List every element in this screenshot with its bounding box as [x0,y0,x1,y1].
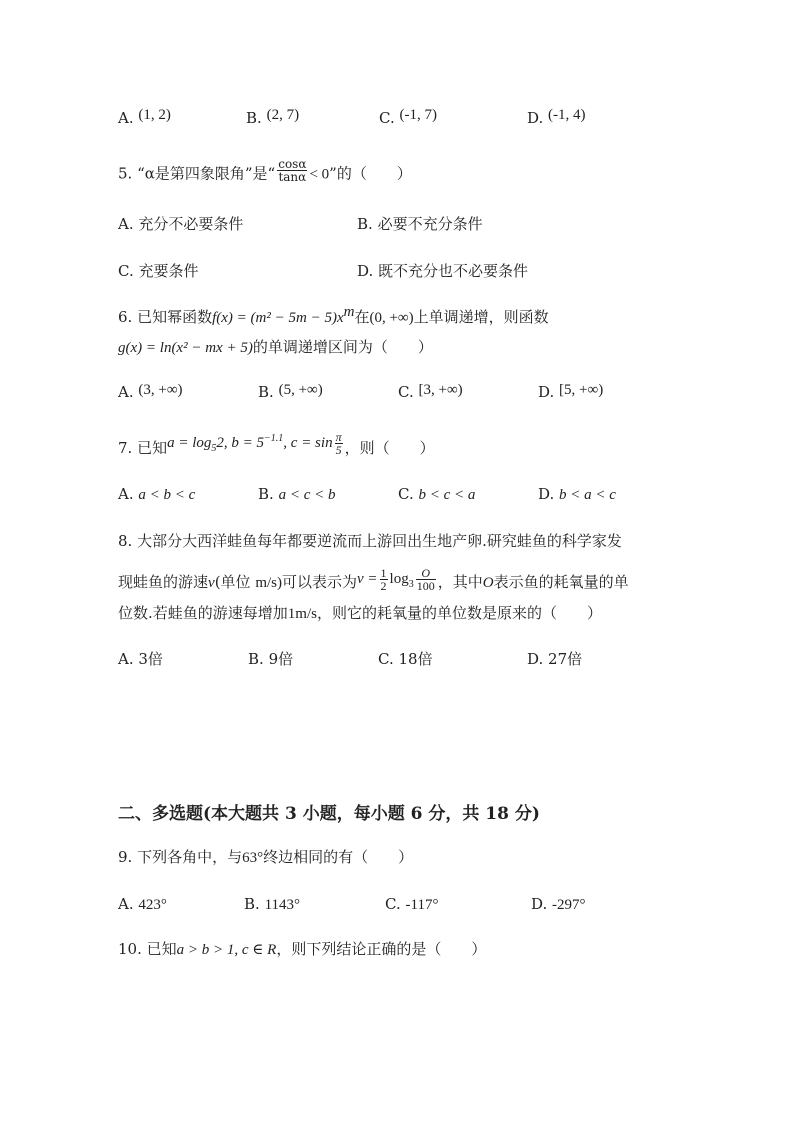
q8-line3-a: 位数.若蛙鱼的游速每增加 [118,604,288,622]
option-math: (2, 7) [266,107,300,123]
question-number: 8. [118,532,133,550]
q7-math-b: 2, b = 5 [216,434,265,451]
q7-option-b [258,484,335,505]
question-number: 5. [118,164,133,183]
q8-line3-b: ，则它的耗氧量的单位数是原来的（ ） [316,604,602,622]
q5-text-after: ”的（ ） [329,164,412,183]
q5-option-c [118,261,199,281]
q10-stem [118,939,486,960]
option-label: C. [398,485,414,503]
q6-interval: (0, +∞) [369,310,414,326]
q7-stem [118,430,435,462]
q8-math-o: O [482,574,494,591]
option-label: C. [398,383,414,401]
option-label: A. [118,650,134,668]
option-math: [3, +∞) [418,382,463,398]
q8-text2: (单位 [214,572,251,591]
option-label: B. [357,215,373,233]
option-math: (-1, 4) [548,107,586,123]
option-label: B. [244,895,260,913]
q8-option-a [118,649,163,669]
q8-option-b [248,649,293,669]
option-label: C. [378,650,394,668]
option-text: 充要条件 [138,262,199,280]
q9-math: 63° [242,850,264,866]
q9-text2: 终边相同的有（ ） [263,848,414,866]
option-label: B. [258,485,274,503]
q7-option-d [538,484,616,505]
q6-option-c [398,382,463,403]
q7-fraction [335,431,343,456]
option-math: (3, +∞) [138,382,183,398]
q8-math-v: v [208,574,215,591]
section-heading: 二、多选题(本大题共 3 小题，每小题 6 分，共 18 分) [118,804,540,824]
option-label: D. [531,895,548,913]
q8-fraction-half [380,567,388,592]
q7-log-base: 5 [211,442,217,454]
q8-option-d [527,649,582,669]
option-label: A. [118,109,134,127]
q9-option-c [385,894,438,915]
q8-unit: m/s) [255,574,282,591]
question-number: 10. [118,940,142,958]
q5-stem [118,157,412,187]
q8-stem-line3 [118,603,602,624]
option-text: 充分不必要条件 [138,215,244,233]
q8-text1: 现蛙鱼的游速 [118,572,209,591]
question-number: 6. [118,308,133,326]
option-label: B. [258,383,274,401]
option-math: (5, +∞) [278,382,323,398]
option-math: -117° [405,897,439,913]
q9-stem [118,847,413,868]
option-math: [5, +∞) [559,382,604,398]
q8-line3-unit: 1m/s [287,606,317,622]
option-text: 9倍 [268,650,294,668]
q7-math-c: , c = sin [283,434,333,451]
option-math: -297° [552,897,586,913]
q5-relation: < 0 [309,166,330,183]
option-label: A. [118,485,134,503]
q9-option-d [531,894,586,915]
q5-text-before: “α是第四象限角”是“ [137,164,276,183]
option-label: D. [357,262,374,280]
q6-option-d [538,382,603,403]
option-text: 27倍 [548,650,583,668]
frac-denominator: 5 [335,443,342,457]
q6-option-b [258,382,323,403]
q4-option-b [246,108,299,129]
q8-text5: 表示鱼的耗氧量的单 [493,572,629,591]
q8-formula-lhs: v = [357,570,378,587]
q8-formula [357,566,438,593]
option-label: D. [538,485,555,503]
option-label: A. [118,215,134,233]
question-number: 7. [118,438,133,457]
option-label: B. [246,109,262,127]
q6-text2: 在 [354,308,370,326]
option-math: (1, 2) [138,107,171,123]
option-label: A. [118,383,134,401]
q5-fraction [277,158,307,183]
option-label: D. [527,109,544,127]
q4-option-a [118,108,171,129]
q6-exponent: m [343,304,355,320]
option-label: C. [385,895,401,913]
q8-text4: ，其中 [437,572,483,591]
option-label: A. [118,895,134,913]
option-text: 既不充分也不必要条件 [378,262,529,280]
q8-stem-line2 [118,566,629,596]
q6-text3: 上单调递增，则函数 [413,308,549,326]
q6-option-a [118,382,183,403]
option-math: a < b < c [138,487,196,503]
frac-numerator: π [335,430,342,444]
q7-text2: ，则（ ） [344,438,435,457]
option-math: b < c < a [418,487,476,503]
q6-text4: 的单调递增区间为（ ） [252,338,433,356]
q6-math-power-function: f(x) = (m² − 5m − 5)x [212,310,344,326]
option-math: a < c < b [278,487,336,503]
option-text: 3倍 [138,650,163,668]
option-label: C. [118,262,134,280]
q10-text2: ，则下列结论正确的是（ ） [276,940,487,958]
frac-numerator: 1 [380,566,387,580]
frac-numerator: O [416,567,436,580]
option-math: 1143° [264,897,301,913]
q6-stem-line2 [118,337,433,358]
q4-option-c [379,108,437,129]
q6-math-g: g(x) = ln(x² − mx + 5) [118,340,253,356]
q8-log: log [389,570,409,587]
q9-text1: 下列各角中，与 [137,848,243,866]
q7-text1: 已知 [137,438,168,457]
q5-option-d [357,261,528,281]
q8-stem-line1 [118,531,622,551]
q8-text3: 可以表示为 [282,572,358,591]
option-label: C. [379,109,395,127]
q7-option-c [398,484,475,505]
q6-stem-line1 [118,304,549,328]
q10-text1: 已知 [146,940,177,958]
frac-denominator: 2 [380,579,387,593]
q9-option-b [244,894,300,915]
option-math: b < a < c [559,487,616,503]
q7-option-a [118,484,195,505]
question-number: 9. [118,848,133,866]
option-label: B. [248,650,264,668]
option-label: D. [538,383,555,401]
q7-math [167,430,344,457]
option-math: (-1, 7) [399,107,437,123]
q7-math-a: a = log [167,434,212,451]
q8-option-c [378,649,433,669]
q5-option-b [357,214,483,234]
frac-numerator: cosα [278,157,307,171]
q10-math: a > b > 1, c ∈ R [176,942,277,958]
option-text: 18倍 [398,650,433,668]
frac-denominator: tanα [278,170,307,184]
option-label: D. [527,650,544,668]
option-text: 必要不充分条件 [377,215,483,233]
q4-option-d [527,108,586,129]
q9-option-a [118,894,167,915]
q8-text-line1: 大部分大西洋蛙鱼每年都要逆流而上游回出生地产卵.研究蛙鱼的科学家发 [137,532,622,550]
option-math: 423° [138,897,167,913]
q6-text1: 已知幂函数 [137,308,213,326]
frac-denominator: 100 [416,579,435,593]
q8-fraction-o [416,567,436,592]
q5-option-a [118,214,243,234]
q8-log-base: 3 [408,578,414,590]
q7-exponent: −1.1 [264,432,284,444]
